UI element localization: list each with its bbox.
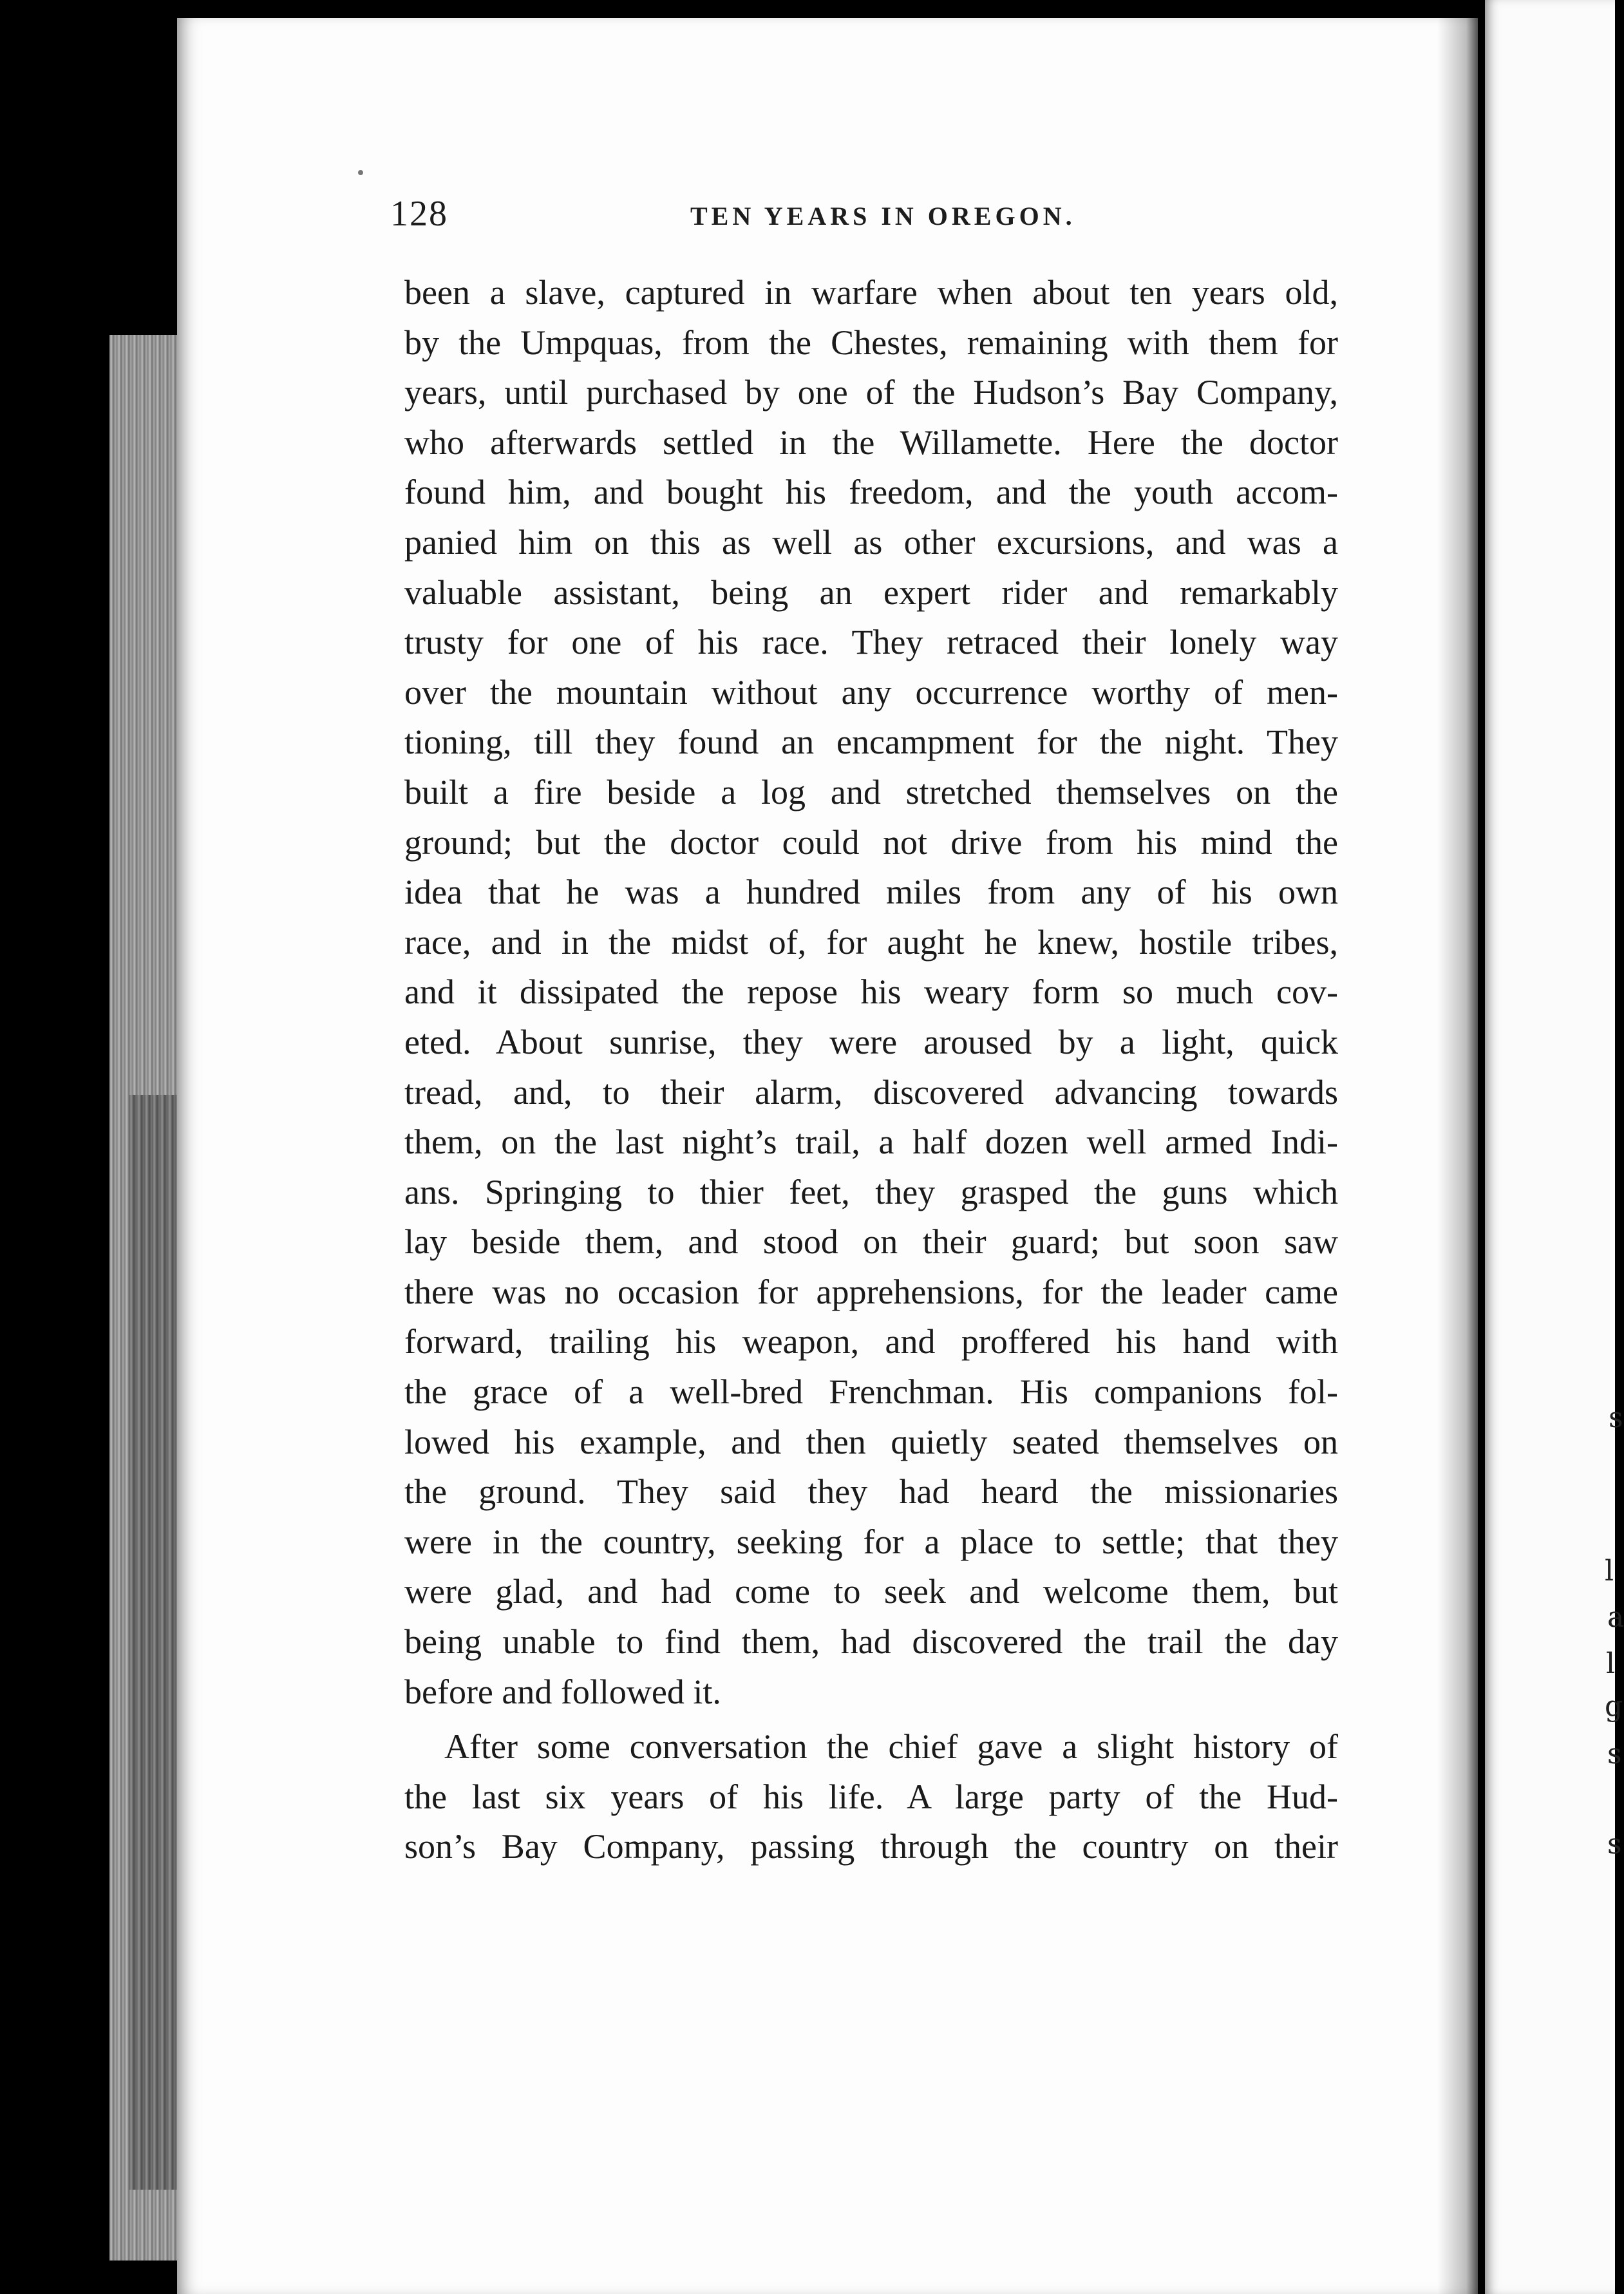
- text-line: the last six years of his life. A large party of the Hud-: [404, 1777, 1338, 1816]
- facing-page-fragment: l: [1606, 1647, 1616, 1680]
- paragraph-break: [404, 1717, 1338, 1722]
- scan-speck: [358, 170, 363, 175]
- facing-page-fragment: g: [1605, 1690, 1623, 1723]
- running-head: [390, 193, 1395, 245]
- text-line: were in the country, seeking for a place to settle; that they: [404, 1522, 1338, 1561]
- text-line: and it dissipated the repose his weary form so much cov-: [404, 972, 1338, 1012]
- text-line: forward, trailing his weapon, and proffered his hand with: [404, 1322, 1338, 1361]
- text-line: built a fire beside a log and stretched themselves on the: [404, 772, 1338, 811]
- text-line: years, until purchased by one of the Hudson’s Bay Company,: [404, 373, 1338, 412]
- text-line: who afterwards settled in the Willamette. Here the doctor: [404, 422, 1338, 462]
- facing-page-fragment: a: [1607, 1601, 1624, 1634]
- text-line: ans. Springing to thier feet, they grasped the guns which: [404, 1172, 1338, 1211]
- text-line: before and followed it.: [404, 1672, 721, 1711]
- text-line: tread, and, to their alarm, discovered advancing towards: [404, 1072, 1338, 1112]
- text-line: lowed his example, and then quietly seated themselves on: [404, 1422, 1338, 1461]
- page-number: 128: [390, 194, 448, 234]
- facing-page-fragment: s: [1607, 1738, 1622, 1770]
- facing-page-fragment: l: [1605, 1555, 1614, 1588]
- running-title: TEN YEARS IN OREGON.: [690, 202, 1076, 231]
- text-line: found him, and bought his freedom, and the youth accom-: [404, 473, 1338, 512]
- text-line: race, and in the midst of, for aught he knew, hostile tribes,: [404, 922, 1338, 962]
- text-line: over the mountain without any occurrence worthy of men-: [404, 672, 1338, 712]
- text-line: lay beside them, and stood on their guard; but soon saw: [404, 1222, 1338, 1262]
- facing-page-fragment: s: [1609, 1401, 1623, 1434]
- text-line: been a slave, captured in warfare when about ten years old,: [404, 273, 1338, 312]
- text-line: valuable assistant, being an expert rider and remarkably: [404, 573, 1338, 612]
- text-line: eted. About sunrise, they were aroused by a light, quick: [404, 1022, 1338, 1061]
- text-line: son’s Bay Company, passing through the country on their: [404, 1827, 1338, 1866]
- text-line: panied him on this as well as other excursions, and was a: [404, 522, 1338, 562]
- text-line: idea that he was a hundred miles from any of his own: [404, 873, 1338, 912]
- facing-page: [1485, 0, 1624, 2294]
- text-line: trusty for one of his race. They retraced their lonely way: [404, 623, 1338, 662]
- text-line: being unable to find them, had discovered the trail the day: [404, 1622, 1338, 1662]
- page-gutter-shadow: [1437, 18, 1478, 2294]
- text-line: the grace of a well-bred Frenchman. His companions fol-: [404, 1372, 1338, 1412]
- facing-page-fragment: s: [1607, 1828, 1622, 1861]
- text-line: them, on the last night’s trail, a half dozen well armed Indi-: [404, 1123, 1338, 1162]
- text-line: ground; but the doctor could not drive from his mind the: [404, 822, 1338, 862]
- text-line: After some conversation the chief gave a slight history of: [444, 1727, 1338, 1767]
- text-line: tioning, till they found an encampment for the night. They: [404, 723, 1338, 762]
- text-line: the ground. They said they had heard the missionaries: [404, 1472, 1338, 1512]
- body-text: [404, 268, 1338, 1872]
- text-line: by the Umpquas, from the Chestes, remaining with them for: [404, 323, 1338, 362]
- text-line: were glad, and had come to seek and welcome them, but: [404, 1572, 1338, 1611]
- text-line: there was no occasion for apprehensions, for the leader came: [404, 1272, 1338, 1311]
